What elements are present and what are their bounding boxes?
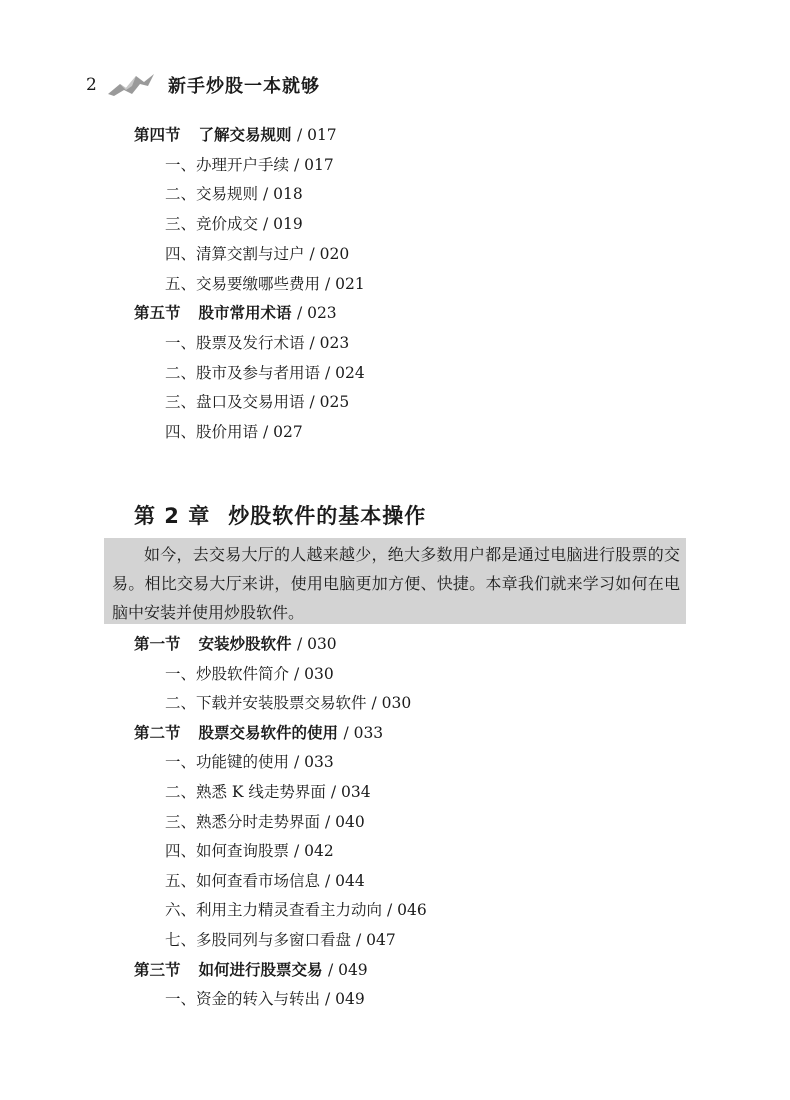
toc-entry-page: / 023 — [309, 333, 350, 352]
toc-entry-title: 四、清算交割与过户 — [165, 244, 305, 263]
toc-entry-title: 三、盘口及交易用语 — [165, 393, 305, 412]
toc-entry-title: 一、炒股软件简介 — [165, 664, 290, 683]
toc-entry-title: 了解交易规则 — [198, 126, 292, 144]
toc-subsection-entry — [165, 752, 334, 772]
toc-entry-title: 二、下载并安装股票交易软件 — [165, 694, 367, 713]
toc-entry-title: 如何进行股票交易 — [198, 960, 323, 979]
toc-subsection-entry — [165, 214, 303, 234]
toc-entry-title: 三、熟悉分时走势界面 — [165, 812, 321, 831]
chapter-label: 第 2 章 — [134, 504, 211, 528]
toc-entry-title: 一、功能键的使用 — [165, 753, 290, 772]
chapter-heading — [134, 500, 426, 530]
toc-entry-page: / 030 — [293, 664, 334, 683]
toc-subsection-entry — [165, 693, 411, 713]
page-header — [86, 70, 320, 100]
toc-subsection-entry — [165, 155, 334, 175]
toc-entry-title: 六、利用主力精灵查看主力动向 — [165, 901, 383, 920]
toc-entry-page: / 021 — [324, 274, 365, 293]
toc-entry-title: 四、股价用语 — [165, 423, 259, 441]
toc-section-label: 第三节 — [134, 960, 181, 979]
toc-entry-page: / 034 — [330, 783, 371, 801]
toc-entry-page: / 046 — [386, 901, 427, 920]
toc-entry-page: / 040 — [324, 812, 365, 831]
toc-entry-title: 一、资金的转入与转出 — [165, 990, 321, 1009]
toc-entry-title: 二、股市及参与者用语 — [165, 363, 321, 382]
toc-entry-page: / 025 — [309, 393, 350, 412]
toc-section-entry — [134, 723, 383, 743]
toc-entry-page: / 033 — [293, 753, 334, 772]
toc-entry-page: / 017 — [296, 126, 337, 144]
toc-entry-page: / 030 — [296, 635, 337, 653]
toc-entry-page: / 027 — [262, 423, 303, 441]
toc-entry-title: 二、熟悉 K 线走势界面 — [165, 783, 326, 801]
toc-subsection-entry — [165, 871, 365, 891]
chapter-title: 炒股软件的基本操作 — [228, 504, 427, 528]
toc-subsection-entry — [165, 664, 334, 684]
book-title: 新手炒股一本就够 — [168, 76, 320, 97]
toc-entry-page: / 024 — [324, 363, 365, 382]
toc-entry-page: / 017 — [293, 155, 334, 174]
toc-entry-title: 一、股票及发行术语 — [165, 333, 305, 352]
toc-entry-title: 安装炒股软件 — [198, 635, 292, 653]
mountain-logo-icon — [106, 72, 156, 98]
toc-section-label: 第一节 — [134, 635, 181, 653]
toc-entry-title: 股市常用术语 — [198, 304, 292, 323]
toc-entry-page: / 018 — [262, 185, 303, 204]
toc-entry-title: 股票交易软件的使用 — [198, 723, 339, 742]
toc-entry-page: / 049 — [324, 990, 365, 1009]
toc-section-entry — [134, 125, 337, 145]
toc-section-entry — [134, 303, 337, 323]
toc-subsection-entry — [165, 841, 334, 861]
toc-subsection-entry — [165, 184, 303, 204]
toc-entry-title: 五、交易要缴哪些费用 — [165, 274, 321, 293]
toc-subsection-entry — [165, 782, 371, 802]
toc-subsection-entry — [165, 392, 349, 412]
toc-entry-page: / 030 — [371, 694, 412, 713]
chapter-intro-text: 如今，去交易大厅的人越来越少，绝大多数用户都是通过电脑进行股票的交易。相比交易大厅来讲，使用电脑更加方便、快捷。本章我们就来学习如何在电脑中安装并使用炒股软件。 — [112, 545, 680, 622]
toc-entry-page: / 042 — [293, 842, 334, 861]
toc-entry-title: 三、竞价成交 — [165, 215, 259, 234]
toc-subsection-entry — [165, 812, 365, 832]
chapter-intro-box — [104, 538, 686, 624]
toc-entry-title: 四、如何查询股票 — [165, 842, 290, 861]
page-number: 2 — [86, 75, 97, 95]
toc-entry-page: / 047 — [355, 931, 396, 949]
toc-subsection-entry — [165, 363, 365, 383]
toc-section-entry — [134, 960, 368, 980]
toc-entry-page: / 020 — [309, 244, 350, 263]
toc-entry-title: 五、如何查看市场信息 — [165, 871, 321, 890]
toc-entry-page: / 033 — [343, 723, 384, 742]
toc-entry-page: / 049 — [327, 960, 368, 979]
toc-subsection-entry — [165, 274, 365, 294]
toc-entry-page: / 019 — [262, 215, 303, 234]
toc-subsection-entry — [165, 989, 365, 1009]
toc-entry-title: 二、交易规则 — [165, 185, 259, 204]
toc-subsection-entry — [165, 244, 349, 264]
toc-section-label: 第二节 — [134, 723, 181, 742]
toc-entry-title: 一、办理开户手续 — [165, 155, 290, 174]
toc-section-label: 第四节 — [134, 126, 181, 144]
toc-section-entry — [134, 634, 337, 654]
toc-subsection-entry — [165, 930, 396, 950]
toc-entry-title: 七、多股同列与多窗口看盘 — [165, 931, 352, 949]
toc-entry-page: / 023 — [296, 304, 337, 323]
toc-entry-page: / 044 — [324, 871, 365, 890]
toc-subsection-entry — [165, 900, 427, 920]
toc-subsection-entry — [165, 333, 349, 353]
toc-section-label: 第五节 — [134, 304, 181, 323]
toc-subsection-entry — [165, 422, 303, 442]
